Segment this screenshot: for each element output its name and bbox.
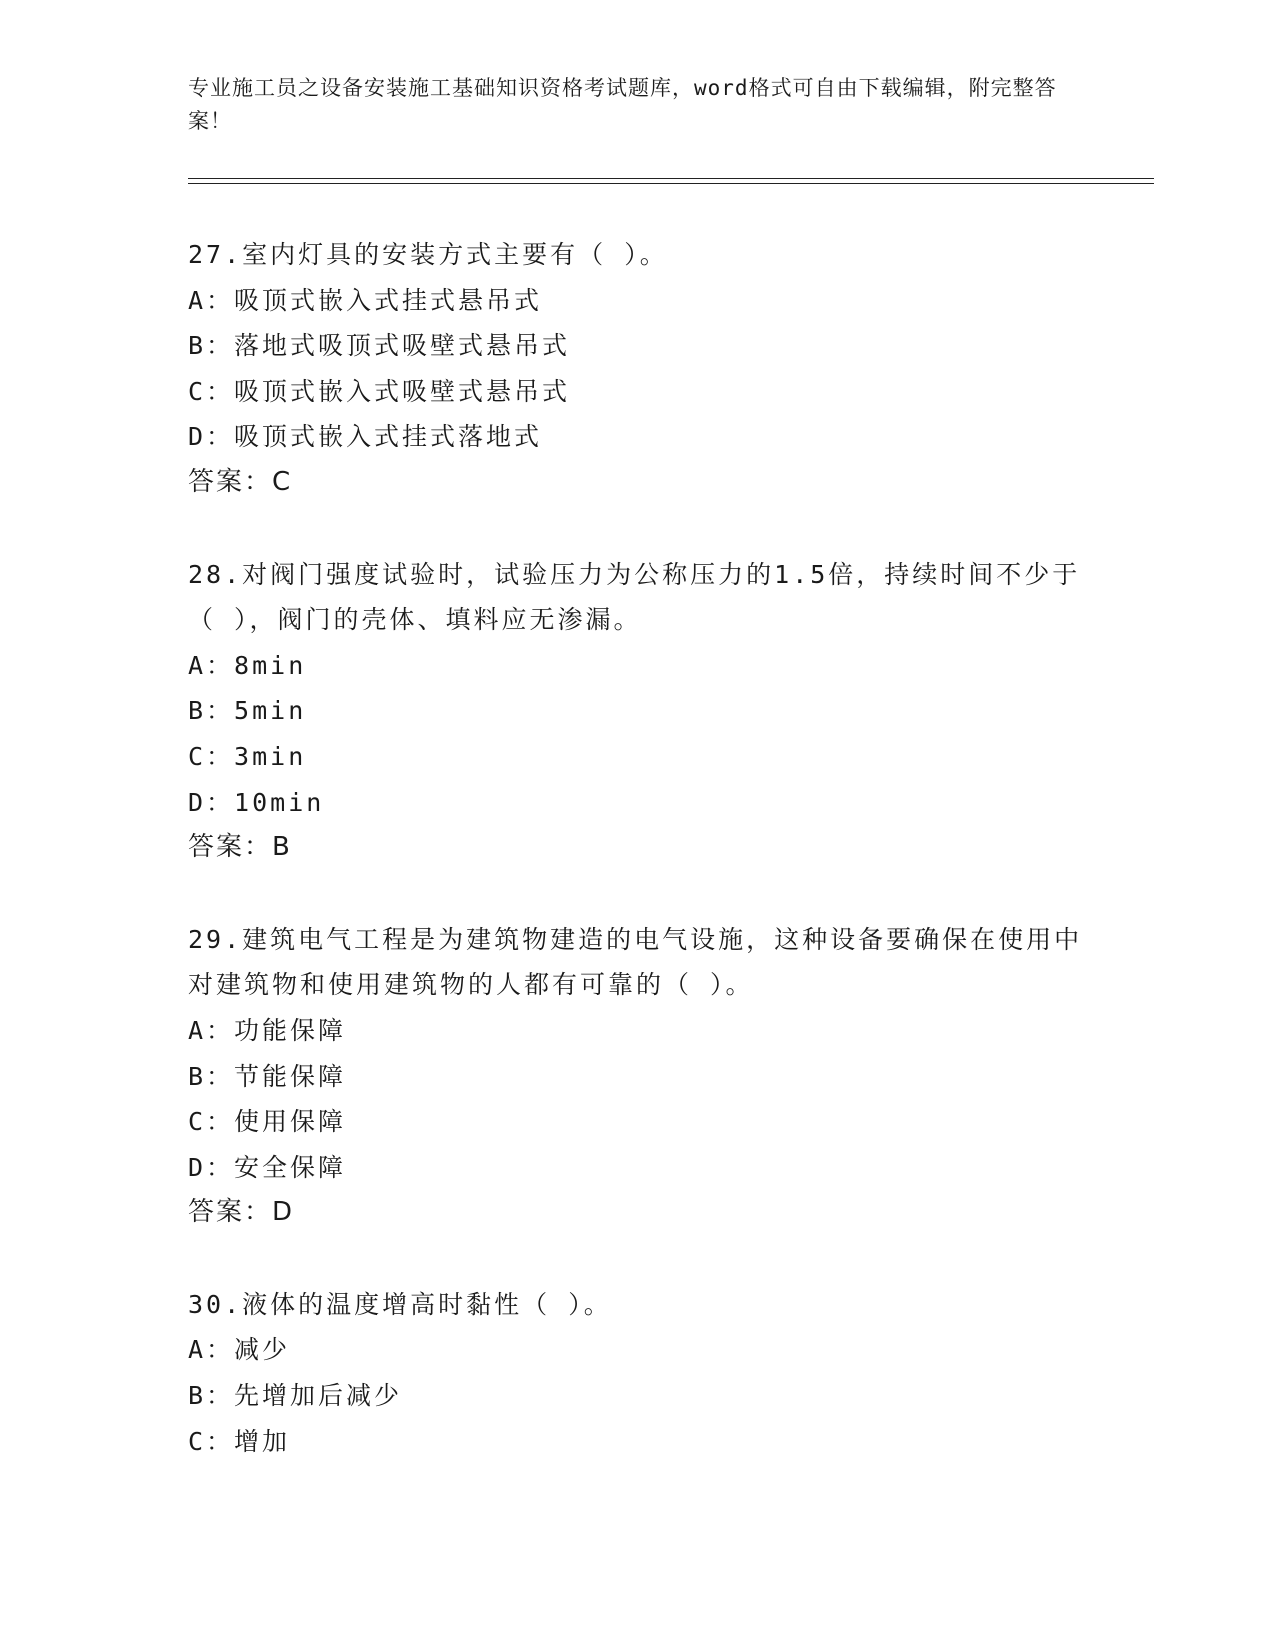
header-divider-bottom <box>188 183 1154 184</box>
option-b: B：先增加后减少 <box>188 1381 403 1411</box>
question-text: 27.室内灯具的安装方式主要有（ ）。 <box>188 240 668 269</box>
option-b: B：节能保障 <box>188 1061 347 1091</box>
header-divider-top <box>188 178 1154 179</box>
question-30 <box>188 1282 1088 1464</box>
answer-text: 答案：C <box>188 466 293 497</box>
option-a: A：8min <box>188 650 307 680</box>
question-text: 29.建筑电气工程是为建筑物建造的电气设施，这种设备要确保在使用中对建筑物和使用建筑物的人都有可靠的（ ）。 <box>188 924 1083 1000</box>
option-c: C：吸顶式嵌入式吸壁式悬吊式 <box>188 376 571 406</box>
document-header: 专业施工员之设备安装施工基础知识资格考试题库，word格式可自由下载编辑，附完整答案！ <box>188 76 1057 133</box>
question-27 <box>188 232 1088 506</box>
question-text: 28.对阀门强度试验时，试验压力为公称压力的1.5倍，持续时间不少于（ ），阀门的壳体、填料应无渗漏。 <box>188 559 1081 635</box>
question-list <box>188 232 1088 1510</box>
question-text: 30.液体的温度增高时黏性（ ）。 <box>188 1289 612 1319</box>
option-d: D：吸顶式嵌入式挂式落地式 <box>188 422 543 452</box>
option-a: A：减少 <box>188 1335 291 1365</box>
option-c: C：3min <box>188 741 307 771</box>
option-a: A：吸顶式嵌入式挂式悬吊式 <box>188 285 543 315</box>
question-28 <box>188 552 1088 871</box>
question-29 <box>188 917 1088 1236</box>
option-b: B：落地式吸顶式吸壁式悬吊式 <box>188 331 571 361</box>
option-c: C：增加 <box>188 1426 291 1456</box>
option-c: C：使用保障 <box>188 1107 347 1137</box>
answer-text: 答案：B <box>188 832 292 863</box>
option-d: D：10min <box>188 787 325 817</box>
option-b: B：5min <box>188 696 307 726</box>
answer-text: 答案：D <box>188 1197 295 1228</box>
option-d: D：安全保障 <box>188 1152 347 1182</box>
option-a: A：功能保障 <box>188 1015 347 1045</box>
